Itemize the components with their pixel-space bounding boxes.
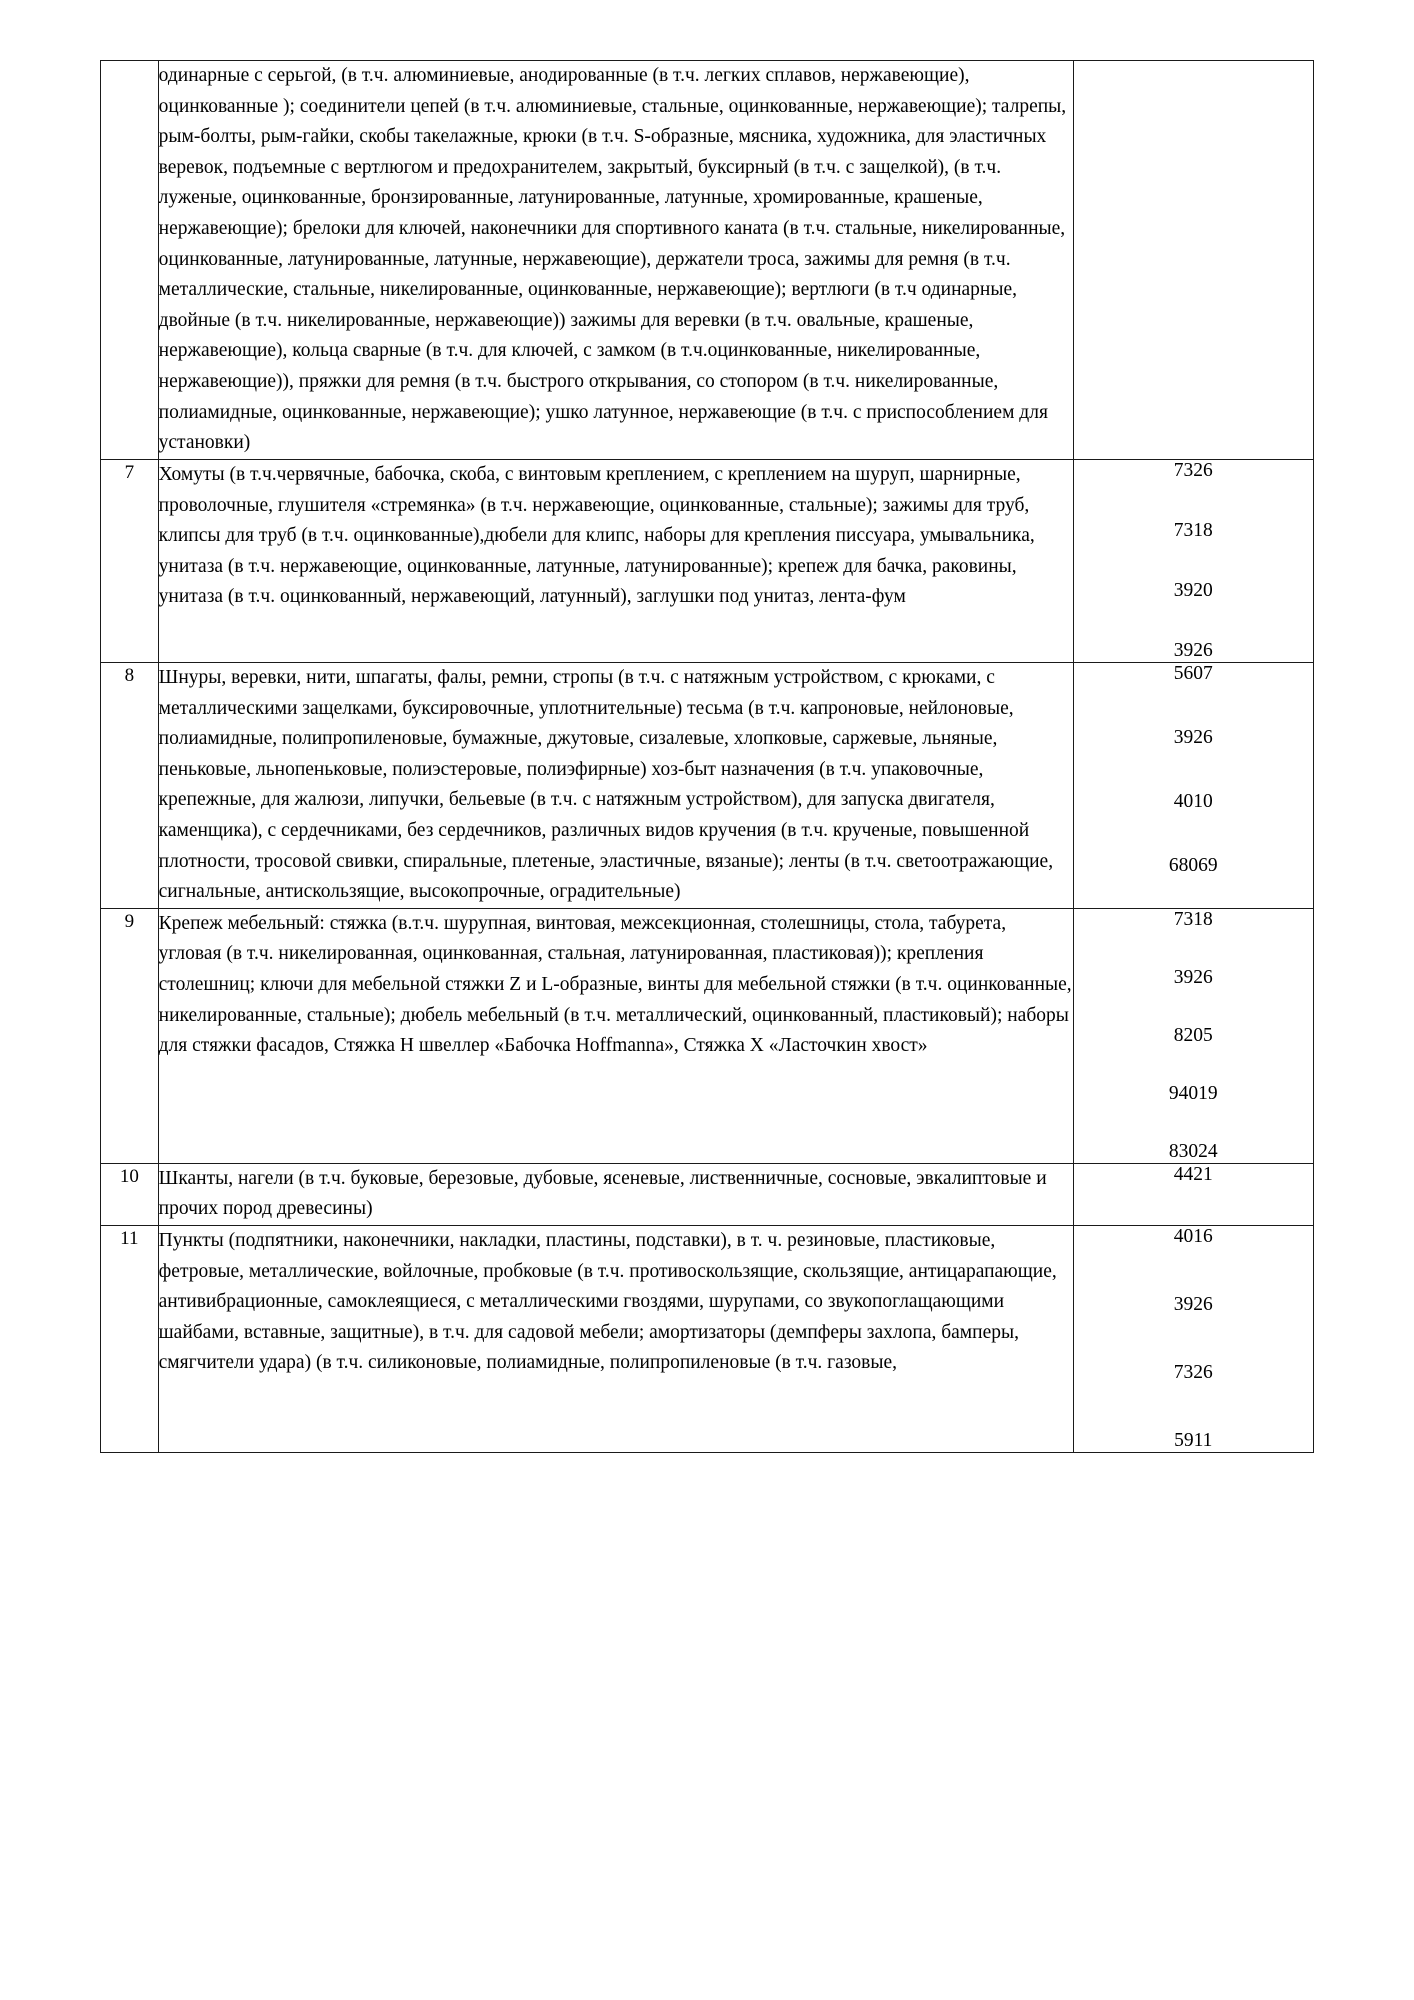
code-value: 4421 bbox=[1173, 1163, 1213, 1185]
row-number-cell: 7 bbox=[101, 459, 159, 662]
table-row bbox=[101, 1163, 1314, 1225]
code-value: 7326 bbox=[1173, 459, 1213, 481]
row-number-cell bbox=[101, 61, 159, 460]
table-row bbox=[101, 662, 1314, 908]
code-value: 68069 bbox=[1168, 854, 1218, 876]
code-value: 3926 bbox=[1173, 726, 1213, 748]
row-description-cell: Хомуты (в т.ч.червячные, бабочка, скоба, с винтовым креплением, с креплением на шуруп, шарнирные, проволочные, глушителя «стремянка» (в т.ч. нержавеющие, оцинкованные, стальные); зажимы для труб, клипсы для труб (в т.ч. оцинкованные),дюбели для клипс, наборы для крепления писсуара, умывальника, унитаза (в т.ч. нержавеющие, оцинкованные, латунные, латунированные); крепеж для бачка, раковины, унитаза (в т.ч. оцинкованный, нержавеющий, латунный), заглушки под унитаз, лента-фум bbox=[158, 459, 1073, 662]
row-number-cell: 11 bbox=[101, 1226, 159, 1453]
code-value: 4016 bbox=[1173, 1226, 1213, 1248]
row-number-cell: 9 bbox=[101, 908, 159, 1163]
classification-table bbox=[100, 60, 1314, 1453]
row-codes-cell bbox=[1073, 908, 1313, 1163]
code-value: 94019 bbox=[1168, 1082, 1218, 1104]
row-number-cell: 10 bbox=[101, 1163, 159, 1225]
row-codes-cell bbox=[1073, 1163, 1313, 1225]
code-value: 3920 bbox=[1173, 579, 1213, 601]
row-codes-cell bbox=[1073, 662, 1313, 908]
row-description-cell: Шканты, нагели (в т.ч. буковые, березовые, дубовые, ясеневые, лиственничные, сосновые, эвкалиптовые и прочих пород древесины) bbox=[158, 1163, 1073, 1225]
code-value: 7326 bbox=[1173, 1362, 1213, 1384]
table-row bbox=[101, 61, 1314, 460]
row-description-cell: Шнуры, веревки, нити, шпагаты, фалы, ремни, стропы (в т.ч. с натяжным устройством, с крюками, с металлическими защелками, буксировочные, уплотнительные) тесьма (в т.ч. капроновые, нейлоновые, полиамидные, полипропиленовые, бумажные, джутовые, сизалевые, хлопковые, саржевые, льняные, пеньковые, льнопеньковые, полиэстеровые, полиэфирные) хоз-быт назначения (в т.ч. упаковочные, крепежные, для жалюзи, липучки, бельевые (в т.ч. с натяжным устройством), для запуска двигателя, каменщика), с сердечниками, без сердечников, различных видов кручения (в т.ч. крученые, повышенной плотности, тросовой свивки, спиральные, плетеные, эластичные, вязаные); ленты (в т.ч. светоотражающие, сигнальные, антискользящие, высокопрочные, оградительные) bbox=[158, 662, 1073, 908]
code-value: 3926 bbox=[1173, 1294, 1213, 1316]
code-value: 5911 bbox=[1174, 1430, 1213, 1452]
code-value: 4010 bbox=[1173, 790, 1213, 812]
code-value: 83024 bbox=[1168, 1140, 1218, 1162]
row-number-cell: 8 bbox=[101, 662, 159, 908]
row-description-cell: Крепеж мебельный: стяжка (в.т.ч. шурупная, винтовая, межсекционная, столешницы, стола, табурета, угловая (в т.ч. никелированная, оцинкованная, стальная, латунированная, пластиковая)); крепления столешниц; ключи для мебельной стяжки Z и L-образные, винты для мебельной стяжки (в т.ч. оцинкованные, никелированные, стальные); дюбель мебельный (в т.ч. металлический, оцинкованный, пластиковый); наборы для стяжки фасадов, Стяжка H швеллер «Бабочка Hoffmanna», Стяжка X «Ласточкин хвост» bbox=[158, 908, 1073, 1163]
code-value: 3926 bbox=[1173, 639, 1213, 661]
row-codes-cell bbox=[1073, 1226, 1313, 1453]
table-row bbox=[101, 1226, 1314, 1453]
code-value: 3926 bbox=[1173, 966, 1213, 988]
code-value: 5607 bbox=[1173, 662, 1213, 684]
row-codes-cell bbox=[1073, 61, 1313, 460]
code-value: 7318 bbox=[1173, 519, 1213, 541]
table-row bbox=[101, 908, 1314, 1163]
row-codes-cell bbox=[1073, 459, 1313, 662]
table-row bbox=[101, 459, 1314, 662]
code-value: 8205 bbox=[1173, 1024, 1213, 1046]
row-description-cell: одинарные с серьгой, (в т.ч. алюминиевые, анодированные (в т.ч. легких сплавов, нержавеющие), оцинкованные ); соединители цепей (в т.ч. алюминиевые, стальные, оцинкованные, нержавеющие); талрепы, рым-болты, рым-гайки, скобы такелажные, крюки (в т.ч. S-образные, мясника, художника, для эластичных веревок, подъемные с вертлюгом и предохранителем, закрытый, буксирный (в т.ч. с защелкой), (в т.ч. луженые, оцинкованные, бронзированные, латунированные, латунные, хромированные, крашеные, нержавеющие); брелоки для ключей, наконечники для спортивного каната (в т.ч. стальные, никелированные, оцинкованные, латунированные, латунные, нержавеющие), держатели троса, зажимы для ремня (в т.ч. металлические, стальные, никелированные, оцинкованные, нержавеющие); вертлюги (в т.ч одинарные, двойные (в т.ч. никелированные, нержавеющие)) зажимы для веревки (в т.ч. овальные, крашеные, нержавеющие), кольца сварные (в т.ч. для ключей, с замком (в т.ч.оцинкованные, никелированные, нержавеющие)), пряжки для ремня (в т.ч. быстрого открывания, со стопором (в т.ч. никелированные, полиамидные, оцинкованные, нержавеющие); ушко латунное, нержавеющие (в т.ч. с приспособлением для установки) bbox=[158, 61, 1073, 460]
code-value: 7318 bbox=[1173, 908, 1213, 930]
row-description-cell: Пункты (подпятники, наконечники, накладки, пластины, подставки), в т. ч. резиновые, пластиковые, фетровые, металлические, войлочные, пробковые (в т.ч. противоскользящие, скользящие, антицарапающие, антивибрационные, самоклеящиеся, с металлическими гвоздями, шурупами, со звукопоглащающими шайбами, вставные, защитные), в т.ч. для садовой мебели; амортизаторы (демпферы захлопа, бамперы, смягчители удара) (в т.ч. силиконовые, полиамидные, полипропиленовые (в т.ч. газовые, bbox=[158, 1226, 1073, 1453]
